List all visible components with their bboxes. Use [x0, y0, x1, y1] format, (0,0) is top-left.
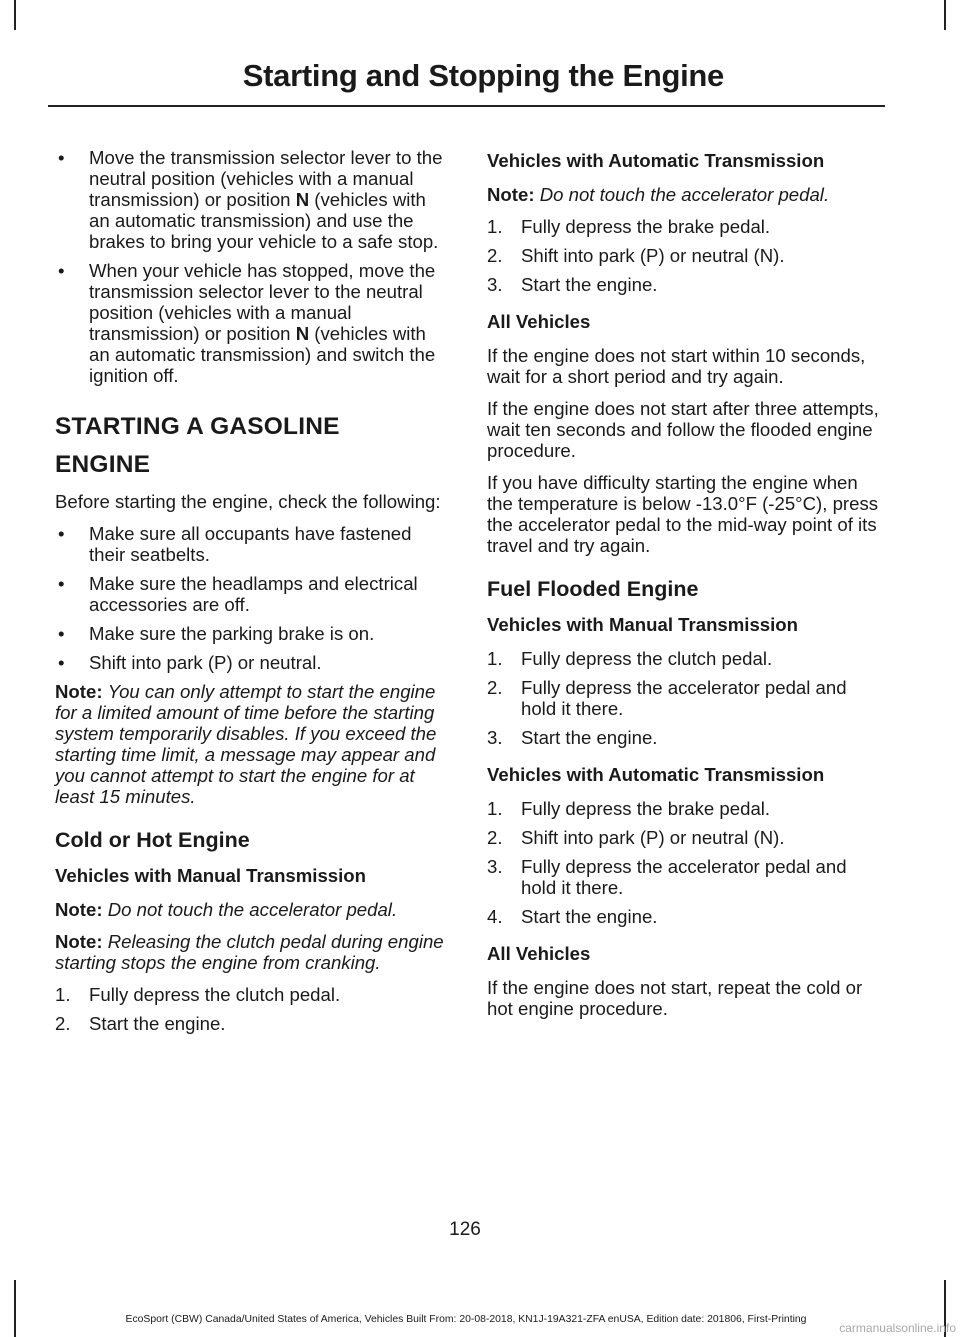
sub-heading: Vehicles with Manual Transmission — [55, 865, 367, 886]
checklist — [55, 523, 450, 673]
list-item: 3. Start the engine. — [487, 274, 658, 295]
crop-mark-top-left — [14, 0, 16, 30]
note: Note: Do not touch the accelerator pedal. — [55, 899, 398, 920]
bullet-marker: • — [58, 652, 65, 673]
sub-heading: All Vehicles — [487, 943, 591, 964]
bullet-list-top — [55, 147, 450, 386]
crop-mark-bottom-left — [14, 1280, 16, 1337]
bullet-marker: • — [58, 523, 65, 544]
sub-heading: Vehicles with Automatic Transmission — [487, 150, 825, 171]
list-item: 1. Fully depress the clutch pedal. — [487, 648, 773, 669]
list-item: • Shift into park (P) or neutral. — [58, 652, 322, 673]
sub-heading: All Vehicles — [487, 311, 591, 332]
bullet-marker: • — [58, 573, 65, 594]
list-item: 3. Start the engine. — [487, 727, 658, 748]
list-item: 2. Shift into park (P) or neutral (N). — [487, 827, 785, 848]
footer-edition-info: EcoSport (CBW) Canada/United States of America, Vehicles Built From: 20-08-2018, KN1J-19A321-ZFA enUSA, Edition date: 201806, First-Printing — [125, 1314, 807, 1325]
subsection-heading: Fuel Flooded Engine — [487, 577, 699, 601]
paragraph: If the engine does not start within 10 seconds, wait for a short period and try again. — [487, 345, 866, 387]
numbered-list — [487, 798, 884, 927]
left-column — [55, 147, 450, 1042]
numbered-list — [487, 648, 884, 748]
subsection-heading: Cold or Hot Engine — [55, 828, 250, 852]
bullet-marker: • — [58, 260, 65, 281]
list-item: • Make sure the parking brake is on. — [58, 623, 375, 644]
list-item: • When your vehicle has stopped, move the transmission selector lever to the neutral position (vehicles with a manual transmission) or position N (vehicles with an automatic transmission) and switch the ignition off. — [58, 260, 436, 386]
paragraph: If the engine does not start, repeat the cold or hot engine procedure. — [487, 977, 863, 1019]
crop-mark-top-right — [944, 0, 946, 30]
watermark: carmanualsonline.info — [839, 1321, 956, 1335]
list-item: • Make sure all occupants have fastened their seatbelts. — [58, 523, 412, 565]
list-item: 1. Fully depress the brake pedal. — [487, 216, 771, 237]
paragraph: If you have difficulty starting the engine when the temperature is below -13.0°F (-25°C), press the accelerator pedal to the mid-way point of its travel and try again. — [487, 472, 879, 556]
section-heading: STARTING A GASOLINE ENGINE — [55, 413, 340, 478]
list-item: 3. Fully depress the accelerator pedal and hold it there. — [487, 856, 847, 898]
list-item: 2. Start the engine. — [55, 1013, 226, 1034]
list-item: 1. Fully depress the clutch pedal. — [55, 984, 341, 1005]
list-item: 4. Start the engine. — [487, 906, 658, 927]
sub-heading: Vehicles with Manual Transmission — [487, 614, 799, 635]
note: Note: Releasing the clutch pedal during engine starting stops the engine from cranking. — [55, 931, 444, 973]
list-item: 1. Fully depress the brake pedal. — [487, 798, 771, 819]
numbered-list — [55, 984, 450, 1034]
list-item: • Move the transmission selector lever to the neutral position (vehicles with a manual transmission) or position N (vehicles with an automatic transmission) and use the brakes to bring your vehicle to a safe stop. — [58, 147, 443, 252]
note: Note: Do not touch the accelerator pedal. — [487, 184, 830, 205]
page-title: Starting and Stopping the Engine — [242, 58, 724, 93]
header-rule — [48, 105, 885, 107]
list-item: • Make sure the headlamps and electrical accessories are off. — [58, 573, 418, 615]
note: Note: You can only attempt to start the engine for a limited amount of time before the starting system temporarily disables. If you exceed the starting time limit, a message may appear and you cannot attempt to start the engine for at least 15 minutes. — [55, 681, 437, 807]
right-column — [487, 147, 884, 1030]
numbered-list — [487, 216, 884, 295]
intro-paragraph: Before starting the engine, check the following: — [55, 491, 441, 512]
page-number: 126 — [449, 1219, 481, 1240]
sub-heading: Vehicles with Automatic Transmission — [487, 764, 825, 785]
bullet-marker: • — [58, 147, 65, 168]
paragraph: If the engine does not start after three attempts, wait ten seconds and follow the flooded engine procedure. — [487, 398, 879, 461]
list-item: 2. Shift into park (P) or neutral (N). — [487, 245, 785, 266]
list-item: 2. Fully depress the accelerator pedal and hold it there. — [487, 677, 847, 719]
bullet-marker: • — [58, 623, 65, 644]
